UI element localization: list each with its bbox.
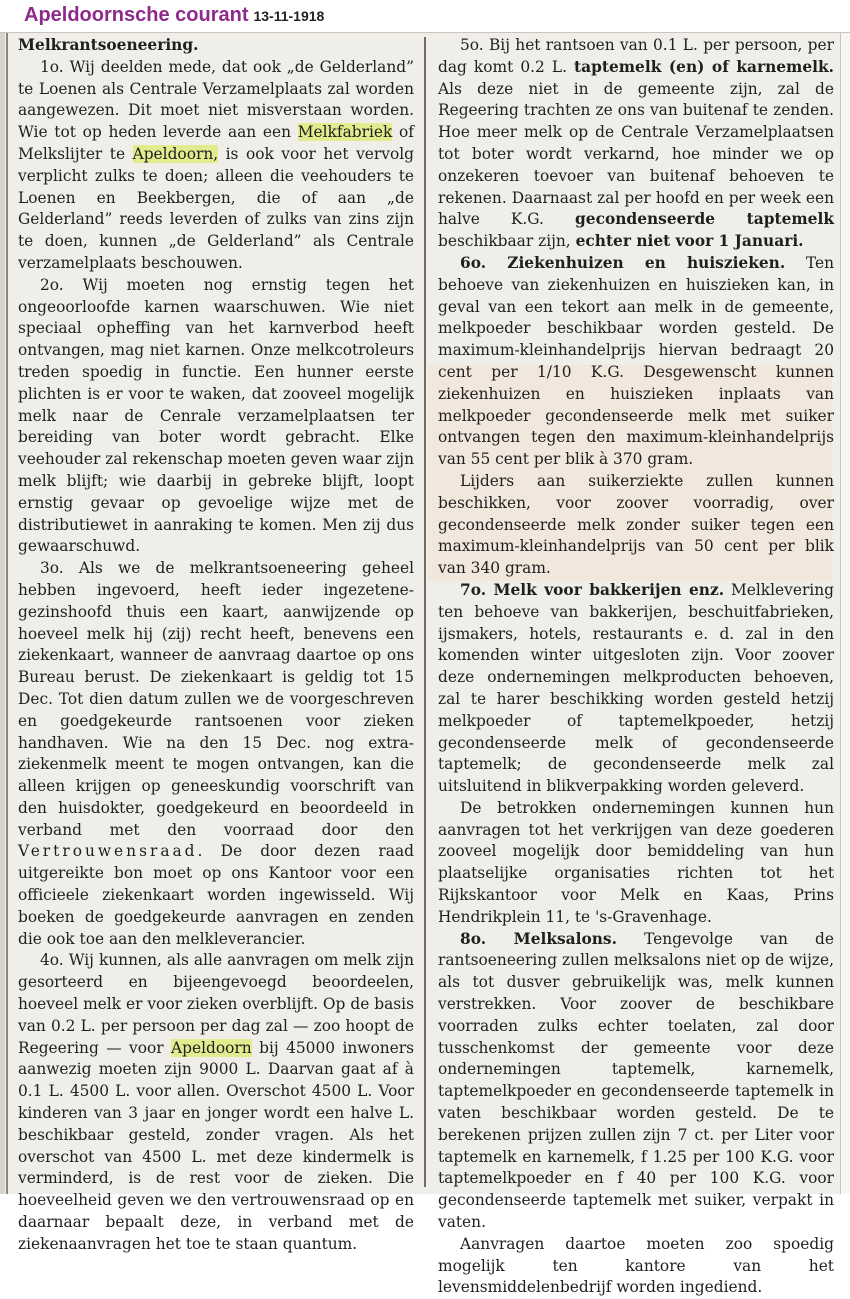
paragraph-6: 6o. Ziekenhuizen en huiszieken. Ten behoeve van ziekenhuizen en huiszieken kan, in geval van een tekort aan melk in de gemeente, melkpoeder beschikbaar worden gesteld. De maximum-kleinhandelprijs hiervan bedraagt 20 cent per 1/10 K.G. Desgewenscht kunnen ziekenhuizen en huiszieken inplaats van melkpoeder gecondenseerde melk met suiker ontvangen tegen den maximum-kleinhandelprijs van 55 cent per blik à 370 gram. (438, 253, 835, 469)
column-divider (424, 37, 426, 1187)
publication-date: 13-11-1918 (253, 8, 325, 24)
page-edge-left (0, 33, 5, 1194)
paragraph-1: 1o. Wij deelden mede, dat ook „de Gelderland” te Loenen als Centrale Verzamelplaats zal worden aangewezen. Dit moet niet misverstaan worden. Wie tot op heden leverde aan een Melkfabriek of Melkslijter te Apeldoorn, is ook voor het vervolg verplicht zulks te doen; alleen die veehouders te Loenen en Beekbergen, die of aan „de Gelderland” reeds leverden of zulks van zins zijn te doen, kunnen „de Gelderland” als Centrale verzamelplaats beschouwen. (18, 57, 415, 272)
paragraph-6b: Lijders aan suikerziekte zullen kunnen beschikken, voor zoover voorradig, over gecondenseerde melk zonder suiker tegen een maximum-kleinhandelprijs van 50 cent per blik van 340 gram. (438, 471, 834, 578)
paragraph-2: 2o. Wij moeten nog ernstig tegen het ongeoorloofde karnen waarschuwen. Wie niet speciaal opheffing van het karnverbod heeft ontvangen, mag niet karnen. Onze melkcotroleurs treden spoedig in functie. Een hunner eerste plichten is er voor te waken, dat zooveel mogelijk melk naar de Cenrale verzamelplaatsen ter bereiding van boter wordt gebracht. Elke veehouder zal rekenschap moeten geven waar zijn melk blijft; wie daarbij in gebreke blijft, loopt ernstig gevaar op gevoelige wijze met de distributiewet in aanraking te komen. Men zij dus gewaarschuwd. (18, 275, 414, 556)
section-heading-6: 6o. Ziekenhuizen en huiszieken. (460, 253, 786, 272)
section-heading-7: 7o. Melk voor bakkerijen enz. (460, 580, 725, 599)
highlight-melkfabriek: Melkfabriek (297, 123, 393, 142)
article-column-left (18, 35, 414, 1256)
highlight-apeldoorn-2: Apeldoorn (171, 1038, 252, 1057)
page-edge-rule (6, 33, 8, 1194)
spaced-word: Vertrouwensraad (18, 842, 198, 861)
paragraph-4: 4o. Wij kunnen, als alle aanvragen om melk zijn gesorteerd en bijeengevoegd beoordeelen, hoeveel melk er voor zieken overblijft. Op de basis van 0.2 L. per persoon per dag zal — zoo hoopt de Regeering — voor Apeldoorn bij 45000 inwoners aanwezig moeten zijn 9000 L. Daarvan gaat af à 0.1 L. 4500 L. voor allen. Overschot 4500 L. Voor kinderen van 3 jaar en jonger wordt een halve L. beschikbaar gesteld, zonder vragen. Als het overschot van 4500 L. met deze kindermelk is verminderd, is de rest voor de zieken. Die hoeveelheid geven we den vertrouwensraad op en daarnaar bepaalt deze, in verband met de ziekenaanvragen het toe te staan quantum. (18, 951, 414, 1253)
newspaper-title (24, 4, 324, 27)
page-edge-right (840, 33, 850, 1194)
paragraph-5: 5o. Bij het rantsoen van 0.1 L. per persoon, per dag komt 0.2 L. taptemelk (en) of karnemelk. Als deze niet in de gemeente zijn, zal de Regeering trachten ze ons van buitenaf te zenden. Hoe meer melk op de Centrale Verzamelplaatsen tot boter wordt verkarnd, hoe minder we op onzekeren toevoer van buitenaf behoeven te rekenen. Daarnaast zal per hoofd en per week een halve K.G. gecondenseerde taptemelk beschikbaar zijn, echter niet voor 1 Januari. (438, 36, 834, 251)
newspaper-name: Apeldoornsche courant (24, 4, 249, 26)
article-column-right (438, 35, 834, 1299)
paragraph-3: 3o. Als we de melkrantsoeneering geheel hebben ingevoerd, heeft ieder ingezetene-gezinshoofd thuis een kaart, aanwijzende op hoeveel melk hij (zij) recht heeft, benevens een ziekenkaart, wanneer de aanvraag daartoe op ons Bureau berust. De ziekenkaart is geldig tot 15 Dec. Tot dien datum zullen we de voorgeschreven en goedgekeurde rantsoenen voor zieken handhaven. Wie na den 15 Dec. nog extra-ziekenmelk meent te mogen ontvangen, kan die alleen krijgen op geneeskundig voorschrift van den huisdokter, goedgekeurd en beoordeeld in verband met den voorraad door den Vertrouwensraad. De door dezen raad uitgereikte bon moet op ons Kantoor voor een officieele ziekenkaart worden ingewisseld. Wij boeken de goedgekeurde aanvragen en zenden die ook toe aan den melkleverancier. (18, 559, 414, 948)
paragraph-7b: De betrokken ondernemingen kunnen hun aanvragen tot het verkrijgen van deze goederen zooveel mogelijk door bemiddeling van hun plaatselijke organisaties richten tot het Rijkskantoor voor Melk en Kaas, Prins Hendrikplein 11, te 's-Gravenhage. (438, 798, 834, 926)
section-heading-8: 8o. Melksalons. (460, 929, 617, 948)
paragraph-7: 7o. Melk voor bakkerijen enz. Melklevering ten behoeve van bakkerijen, beschuitfabrieken, ijsmakers, hotels, restaurants e. d. zal in den komenden winter uitgesloten zijn. Voor zoover deze ondernemingen melkproducten behoeven, zal te harer beschikking worden gesteld hetzij melkpoeder of taptemelkpoeder, hetzij gecondenseerde melk of gecondenseerde taptemelk; de gecondenseerde melk zal uitsluitend in blikverpakking worden geleverd. (438, 580, 834, 796)
newspaper-clipping (0, 32, 850, 1297)
clipping-header (0, 0, 850, 32)
article-title: Melkrantsoeneering. (18, 36, 199, 54)
highlight-apeldoorn: Apeldoorn, (132, 144, 219, 163)
paragraph-8: 8o. Melksalons. Tengevolge van de rantsoeneering zullen melksalons niet op de wijze, als tot dusver gebruikelijk was, melk kunnen verstrekken. Voor zoover de beschikbare voorraden zulks echter toelaten, zal door tusschenkomst der gemeente voor deze ondernemingen taptemelk, karnemelk, taptemelkpoeder en gecondenseerde taptemelk in vaten beschikbaar worden gesteld. De te berekenen prijzen zullen zijn 7 ct. per Liter voor taptemelk en karnemelk, f 1.25 per 100 K.G. voor taptemelkpoeder en f 40 per 100 K.G. voor gecondenseerde taptemelk met suiker, verpakt in vaten. (438, 929, 834, 1232)
paragraph-8b: Aanvragen daartoe moeten zoo spoedig mogelijk ten kantore van het levensmiddelenbedrijf worden ingediend. (438, 1234, 834, 1297)
